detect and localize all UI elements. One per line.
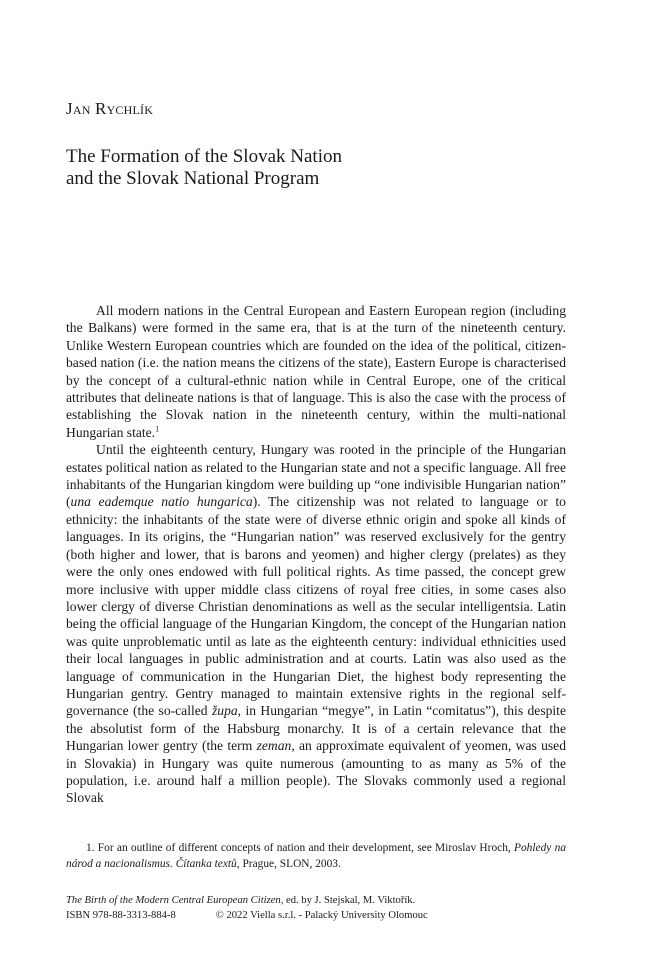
colophon-isbn-line [66,908,586,923]
colophon [66,893,586,923]
paragraph-2-text-d: , an approximate equivalent of yeomen, was used in Slovakia) in Hungary was quite numerous (amounting to as many as 5% of the population, i.e. around half a million people). The Slovaks commonly used a regional Slovak [66,738,566,806]
author-first-rest: an [72,99,96,118]
chapter-title [66,146,586,190]
chapter-title-line-2: and the Slovak National Program [66,168,320,189]
footnote-text-b: , Prague, SLON, 2003. [236,858,341,870]
colophon-book-line [66,893,586,908]
footnote-text-a: 1. For an outline of different concepts of nation and their development, see Miroslav Hroch, [86,842,515,854]
paragraph-2-text-b: ). The citizenship was not related to language or to ethnicity: the inhabitants of the state were of diverse ethnic origin and spoke all kinds of languages. In its origins, the “Hungarian nation” was reserved exclusively for the gentry (both higher and lower, that is barons and yeomen) and higher clergy (prelates) as they were the only ones endowed with full political rights. As time passed, the concept grew more inclusive with upper middle class citizens of royal free cities, in some cases also lower clergy of diverse Christian denominations as well as the secular intelligentsia. Latin being the official language of the Hungarian Kingdom, the concept of the Hungarian nation was quite unproblematic until as late as the eighteenth century: individual ethnicities used their local languages in public administration and at courts. Latin was also used as the language of communication in the Hungarian Diet, the highest body representing the Hungarian gentry. Gentry managed to maintain extensive rights in the regional self-governance (the so-called [66,494,566,719]
chapter-title-line-1: The Formation of the Slovak Nation [66,146,342,167]
footnote [66,840,566,872]
paragraph-2-text-c: , in Hungarian “megye”, in Latin “comitatus”), this despite the absolutist form of the Habsburg monarchy. It is of a certain relevance that the Hungarian lower gentry (the term [66,703,566,754]
author-first-initial: J [66,99,73,118]
latin-phrase: una eademque natio hungarica [70,494,253,510]
author-name [66,99,153,119]
paragraph-1-text: All modern nations in the Central European and Eastern European region (including the Balkans) were formed in the same era, that is at the turn of the nineteenth century. Unlike Western European countries which are founded on the idea of the political, citizen-based nation (i.e. the nation means the citizens of the state), Eastern Europe is characterised by the concept of a cultural-ethnic nation while in Central Europe, one of the critical attributes that delineate nations is that of language. This is also the case with the process of establishing the Slovak nation in the nineteenth century, within the multi-national Hungarian state. [66,303,566,440]
body-text [66,302,566,807]
colophon-book-title: The Birth of the Modern Central European Citizen [66,895,281,906]
copyright: © 2022 Viella s.r.l. - Palacký University Olomouc [215,910,428,921]
isbn: ISBN 978-88-3313-884-8 [66,910,176,921]
footnote-book-title: Pohledy na národ a nacionalismus. Čítanka textů [66,842,566,870]
footnote-reference[interactable]: 1 [155,424,160,434]
paragraph-2 [66,441,566,807]
term-zupa: župa [211,703,238,719]
colophon-editors: , ed. by J. Stejskal, M. Viktořík. [280,895,416,906]
paragraph-1 [66,302,566,441]
author-surname-initial: R [95,99,107,118]
term-zeman: zeman [256,738,292,754]
author-surname-rest: ychlík [106,99,154,118]
paragraph-2-text-a: Until the eighteenth century, Hungary was rooted in the principle of the Hungarian estates political nation as related to the Hungarian state and not a specific language. All free inhabitants of the Hungarian kingdom were building up “one indivisible Hungarian nation” ( [66,442,566,510]
